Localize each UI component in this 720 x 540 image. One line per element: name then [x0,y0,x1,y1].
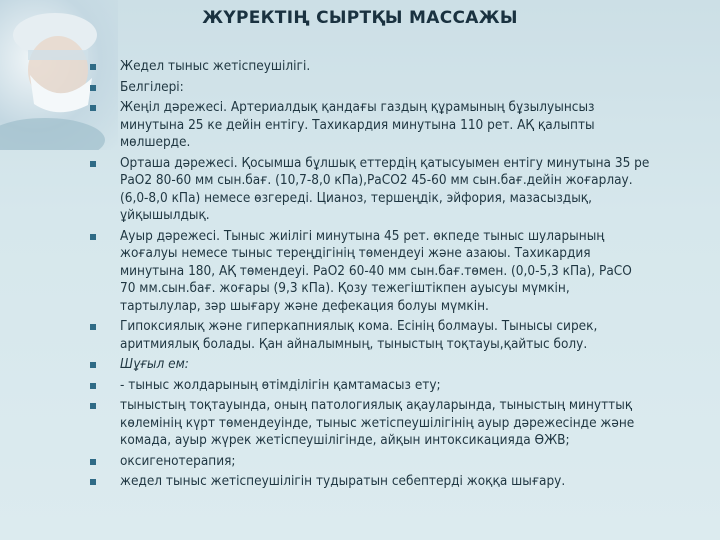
list-item [90,318,720,353]
list-item-text-line: тартылулар, зәр шығару және дефекация болуы мүмкін. [120,297,489,314]
list-item [90,356,720,374]
list-item-text-line: комада, ауыр жүрек жетіспеушілігінде, айқын интоксикацияда ӨЖВ; [120,432,570,448]
list-item-text-line: Белгілері: [120,78,184,95]
list-item-text-line: минутына 180, АҚ төмендеуі. РаО2 60-40 мм сын.бағ.төмен. (0,0-5,3 кПа), РаСО [120,262,632,279]
list-item-text-line: аритмиялық болады. Қан айналымның, тыныстың тоқтауы,қайтыс болу. [120,335,588,352]
square-bullet-icon [90,403,96,409]
list-item-text-line: Гипоксиялық және гиперкапниялық кома. Есінің болмауы. Тынысы сирек, [120,318,598,334]
list-item-text-line: минутына 25 ке дейін ентігу. Тахикардия минутына 110 рет. АҚ қалыпты [120,116,595,133]
list-item-text-line: Орташа дәрежесі. Қосымша бұлшық еттердің қатысуымен ентігу минутына 35 ре [120,154,650,171]
list-item-text-line: (6,0-8,0 кПа) немесе өзгереді. Цианоз, тершеңдік, эйфория, мазасыздық, [120,189,592,206]
square-bullet-icon [90,105,96,111]
list-item-text-line: көлемінің күрт төмендеуінде, тыныс жетіспеушілігінің ауыр дәрежесінде және [120,414,635,431]
list-item-text-line: Ауыр дәрежесі. Тыныс жиілігі минутына 45 рет. өкпеде тыныс шуларының [120,227,605,244]
list-item [90,79,720,97]
list-item-text-line: 70 мм.сын.бағ. жоғары (9,3 кПа). Қозу тежегіштікпен ауысуы мүмкін, [120,280,570,296]
square-bullet-icon [90,234,96,240]
square-bullet-icon [90,161,96,167]
list-item [90,397,720,450]
list-item [90,453,720,471]
list-item-text-line: мөлшерде. [120,134,191,150]
square-bullet-icon [90,479,96,485]
square-bullet-icon [90,459,96,465]
square-bullet-icon [90,362,96,368]
slide-title: ЖҮРЕКТІҢ СЫРТҚЫ МАССАЖЫ [202,8,518,28]
list-item [90,228,720,316]
list-item [90,377,720,395]
list-item [90,473,720,491]
list-item-text-line: - тыныс жолдарының өтімділігін қамтамасыз ету; [120,376,441,393]
list-item-text-line: оксигенотерапия; [120,452,236,469]
list-item-text-line: ұйқышылдық. [120,207,210,223]
list-item-text-line: тыныстың тоқтауында, оның патологиялық ақауларында, тыныстың минуттық [120,397,633,413]
list-item [90,99,720,152]
square-bullet-icon [90,383,96,389]
list-item [90,58,720,76]
square-bullet-icon [90,85,96,91]
list-item-text-line: Жедел тыныс жетіспеушілігі. [120,58,311,74]
bullet-list [90,58,720,494]
list-item-text-line: Жеңіл дәрежесі. Артериалдық қандағы газдың құрамының бұзылуынсыз [120,99,595,115]
list-item [90,155,720,225]
square-bullet-icon [90,324,96,330]
list-item-text-line: Шұғыл ем: [120,356,189,372]
list-item-text-line: жоғалуы немесе тыныс тереңдігінің төмендеуі және азаюы. Тахикардия [120,245,591,261]
list-item-text-line: жедел тыныс жетіспеушілігін тудыратын себептерді жоққа шығару. [120,473,566,489]
square-bullet-icon [90,64,96,70]
list-item-text-line: РаО2 80-60 мм сын.бағ. (10,7-8,0 кПа),РаСО2 45-60 мм сын.бағ.дейін жоғарлау. [120,172,633,188]
